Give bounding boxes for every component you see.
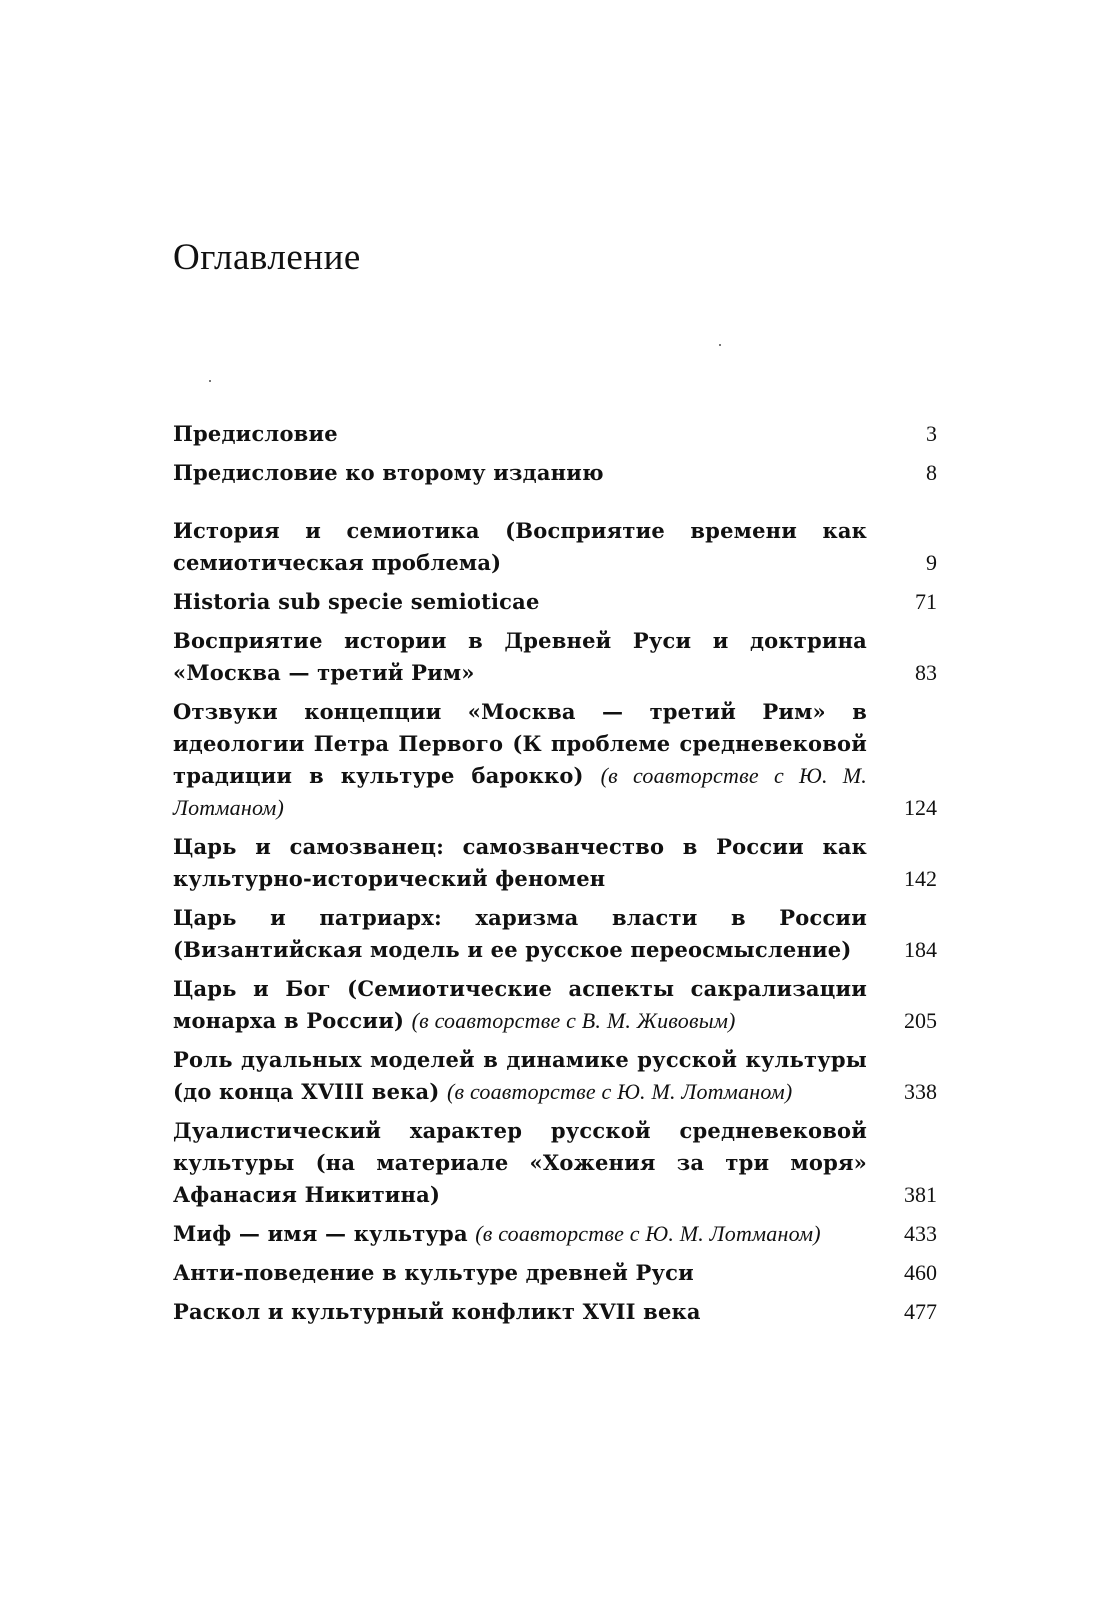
toc-entry[interactable] [173, 973, 937, 1037]
toc-entry-page: 124 [904, 795, 937, 820]
toc-entry-title: Роль дуальных моделей в динамике русской культуры (до конца XVIII века) (в соавторстве с Ю. М. Лотманом) [173, 1047, 867, 1104]
toc-entry-title: Дуалистический характер русской средневековой культуры (на материале «Хожения за три моря» Афанасия Никитина) [173, 1118, 867, 1207]
toc-entry[interactable] [173, 457, 937, 489]
toc-entry-page: 433 [904, 1221, 937, 1246]
toc-entry-title: Предисловие ко второму изданию [173, 460, 604, 485]
toc-entry[interactable] [173, 1044, 937, 1108]
toc-entry-page: 338 [904, 1079, 937, 1104]
toc-entry-page: 83 [915, 660, 937, 685]
toc-entry-title: Миф — имя — культура (в соавторстве с Ю. М. Лотманом) [173, 1221, 821, 1246]
toc-entry[interactable] [173, 902, 937, 966]
toc-entry-title: Historia sub specie semioticae [173, 589, 540, 614]
toc-entry[interactable] [173, 586, 937, 618]
toc-entry-page: 3 [926, 421, 937, 446]
toc-entry-page: 184 [904, 937, 937, 962]
toc-entry[interactable] [173, 625, 937, 689]
toc-entry-page: 9 [926, 550, 937, 575]
toc-entry-coauthor: (в соавторстве с Ю. М. Лотманом) [173, 763, 867, 820]
toc-entry[interactable] [173, 1115, 937, 1211]
toc-entry-title: Царь и патриарх: харизма власти в России (Византийская модель и ее русское переосмысление) [173, 905, 867, 962]
toc-entry-coauthor: (в соавторстве с Ю. М. Лотманом) [475, 1221, 821, 1246]
toc-entry-title: Анти-поведение в культуре древней Руси [173, 1260, 694, 1285]
toc-entry[interactable] [173, 831, 937, 895]
toc-entry-title: История и семиотика (Восприятие времени как семиотическая проблема) [173, 518, 867, 575]
toc-entry-page: 205 [904, 1008, 937, 1033]
page-title: Оглавление [173, 237, 361, 278]
toc-entry-title: Царь и самозванец: самозванчество в России как культурно-исторический феномен [173, 834, 867, 891]
toc-entry-title: Отзвуки концепции «Москва — третий Рим» в идеологии Петра Первого (К проблеме средневековой традиции в культуре барокко) (в соавторстве с Ю. М. Лотманом) [173, 699, 867, 820]
toc-entry[interactable] [173, 1257, 937, 1289]
toc-entry[interactable] [173, 1218, 937, 1250]
toc-entry-page: 142 [904, 866, 937, 891]
toc-entry-title: Восприятие истории в Древней Руси и доктрина «Москва — третий Рим» [173, 628, 867, 685]
toc-entry[interactable] [173, 696, 937, 824]
toc-entry-coauthor: (в соавторстве с В. М. Живовым) [411, 1008, 736, 1033]
toc-entry-title: Предисловие [173, 421, 338, 446]
table-of-contents [173, 418, 937, 1335]
toc-entry[interactable] [173, 515, 937, 579]
toc-entry-page: 71 [915, 589, 937, 614]
toc-entry-page: 477 [904, 1299, 937, 1324]
toc-entry[interactable] [173, 418, 937, 450]
print-speck [719, 344, 721, 346]
toc-entry-coauthor: (в соавторстве с Ю. М. Лотманом) [446, 1079, 793, 1104]
print-speck [209, 380, 211, 382]
toc-entry[interactable] [173, 1296, 937, 1328]
toc-entry-page: 8 [926, 460, 937, 485]
toc-entry-page: 381 [904, 1182, 937, 1207]
toc-entry-page: 460 [904, 1260, 937, 1285]
toc-entry-title: Раскол и культурный конфликт XVII века [173, 1299, 701, 1324]
toc-entry-title: Царь и Бог (Семиотические аспекты сакрализации монарха в России) (в соавторстве с В. М. Живовым) [173, 976, 867, 1033]
